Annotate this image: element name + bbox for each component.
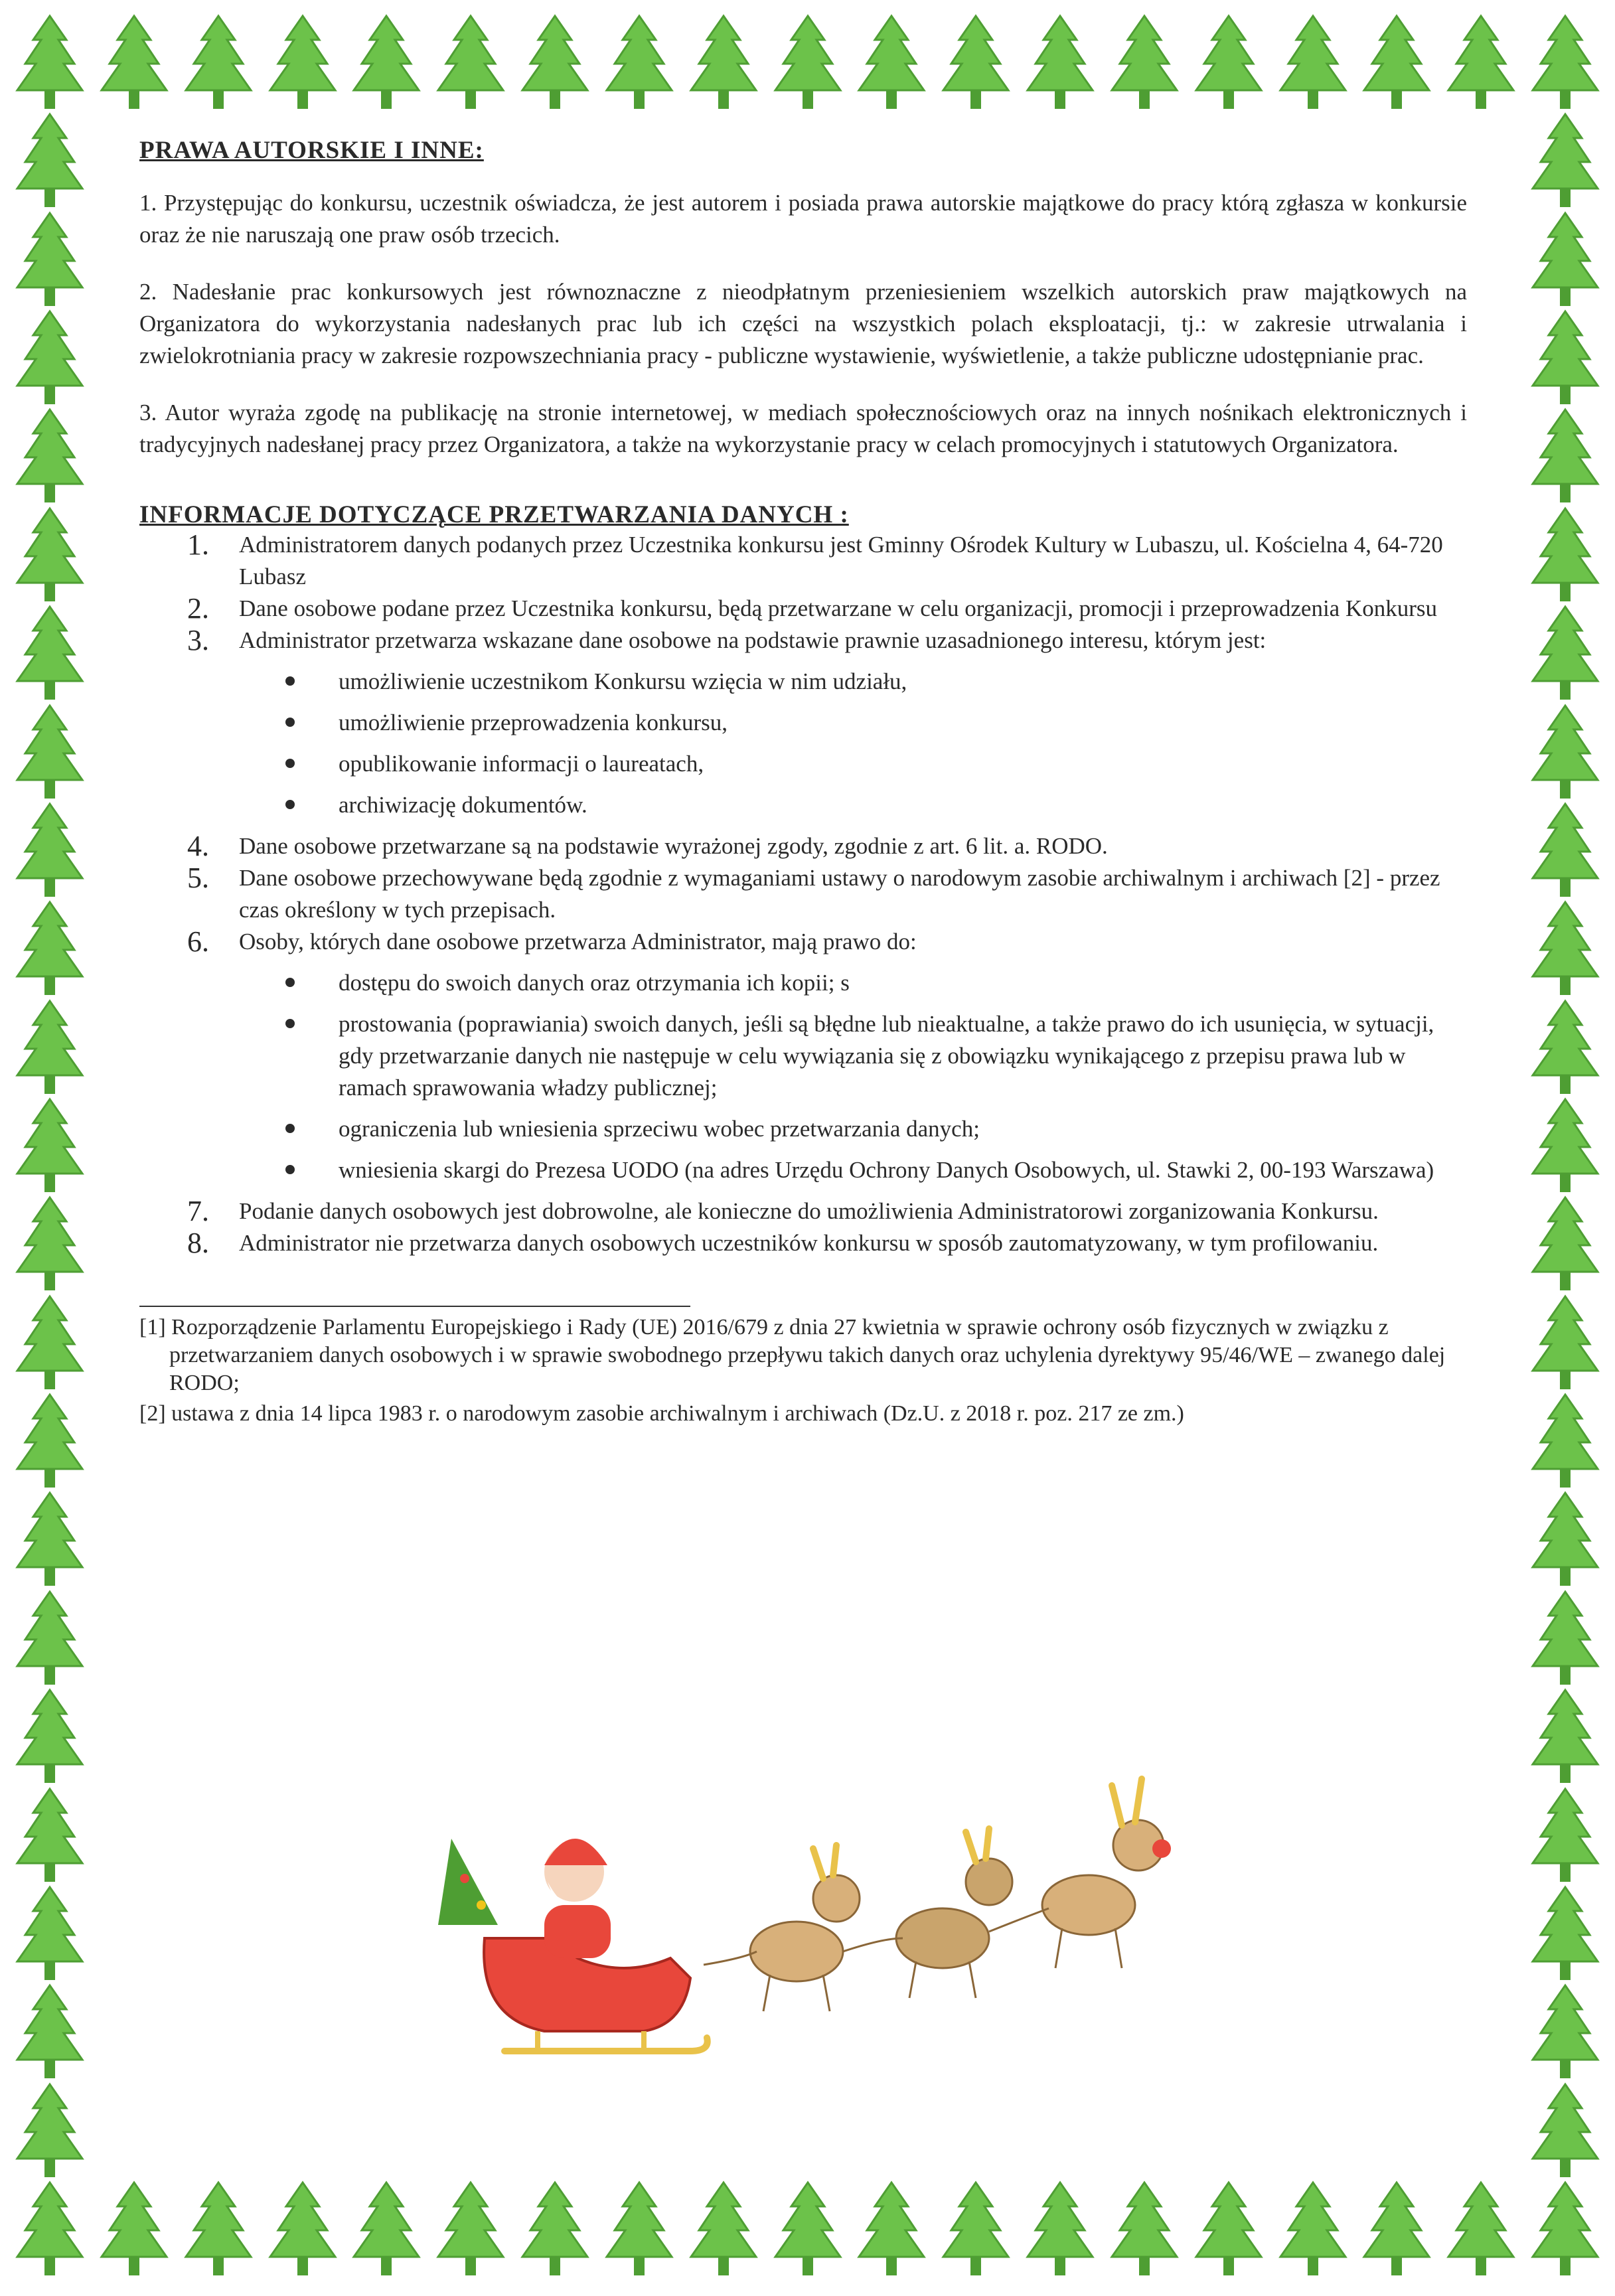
christmas-tree-icon [13, 1687, 86, 1787]
reindeer-icon [896, 1829, 1012, 1998]
christmas-tree-icon [13, 1097, 86, 1196]
christmas-tree-icon [939, 13, 1012, 113]
christmas-tree-icon [13, 1195, 86, 1294]
christmas-tree-icon [1024, 2180, 1097, 2279]
reindeer-icon [750, 1845, 860, 2011]
list-number: 8. [187, 1227, 209, 1259]
footnote-2: [2] ustawa z dnia 14 lipca 1983 r. o narodowym zasobie archiwalnym i archiwach (Dz.U. z 2018 r. poz. 217 ze zm.) [139, 1401, 1184, 1426]
christmas-tree-icon [1529, 1490, 1602, 1590]
list-item [139, 1227, 1467, 1259]
christmas-tree-icon [1529, 506, 1602, 605]
christmas-tree-icon [350, 2180, 423, 2279]
list-item-text: Osoby, których dane osobowe przetwarza Administrator, mają prawo do: [239, 929, 917, 955]
christmas-tree-icon [1444, 2180, 1517, 2279]
list-item-text: Administratorem danych podanych przez Uczestnika konkursu jest Gminny Ośrodek Kultury w Lubaszu, ul. Kościelna 4, 64-720 Lubasz [239, 532, 1443, 589]
list-item [139, 926, 1467, 1186]
christmas-tree-icon [1529, 1097, 1602, 1196]
christmas-tree-icon [434, 13, 507, 113]
christmas-tree-icon [1529, 309, 1602, 408]
christmas-tree-icon [855, 13, 928, 113]
christmas-tree-icon [13, 703, 86, 803]
christmas-tree-icon [1529, 112, 1602, 211]
copyright-heading: PRAWA AUTORSKIE I INNE: [139, 137, 484, 164]
christmas-tree-icon [687, 2180, 760, 2279]
copyright-paragraph-2: 2. Nadesłanie prac konkursowych jest równoznaczne z nieodpłatnym przeniesieniem wszelkich autorskich praw majątkowych na Organizatora do wykorzystania nadesłanych prac lub ich części na wszystkich polach eksploatacji, tj.: w zakresie utrwalania i zwielokrotniania pracy w zakresie rozpowszechniania pracy - publiczne wystawienie, wyświetlenie, a także publiczne udostępnianie prac. [139, 279, 1467, 368]
christmas-tree-icon [1529, 13, 1602, 113]
christmas-tree-icon [13, 1884, 86, 1984]
christmas-tree-icon [1529, 703, 1602, 803]
christmas-tree-icon [13, 2180, 86, 2279]
data-processing-list [139, 529, 1467, 1259]
list-number: 4. [187, 830, 209, 862]
legitimate-interest-bullets [239, 666, 1467, 821]
list-number: 6. [187, 925, 209, 958]
christmas-tree-icon [1529, 801, 1602, 901]
christmas-tree-icon [13, 801, 86, 901]
bullet-dot-icon [285, 759, 295, 768]
christmas-tree-icon [1529, 899, 1602, 999]
christmas-tree-icon [939, 2180, 1012, 2279]
data-processing-heading: INFORMACJE DOTYCZĄCE PRZETWARZANIA DANYCH : [139, 501, 849, 528]
christmas-tree-icon [1529, 1687, 1602, 1787]
christmas-tree-icon [1108, 13, 1181, 113]
christmas-tree-icon [13, 112, 86, 211]
list-number: 7. [187, 1195, 209, 1227]
christmas-tree-icon [1192, 13, 1265, 113]
bullet-dot-icon [285, 718, 295, 727]
bullet-item: prostowania (poprawiania) swoich danych, jeśli są błędne lub nieaktualne, a także prawo do ich usunięcia, w sytuacji, gdy przetwarzanie danych nie następuje w celu wywiązania się z obowiązku wynikającego z przepisu prawa lub w ramach sprawowania władzy publicznej; [239, 1008, 1467, 1104]
bullet-dot-icon [285, 800, 295, 809]
santa-icon [544, 1815, 611, 1958]
christmas-tree-icon [1444, 13, 1517, 113]
bullet-item: ograniczenia lub wniesienia sprzeciwu wobec przetwarzania danych; [239, 1113, 1467, 1145]
christmas-tree-icon [1024, 13, 1097, 113]
christmas-tree-icon [1276, 13, 1349, 113]
christmas-tree-icon [603, 13, 676, 113]
christmas-tree-icon [1192, 2180, 1265, 2279]
christmas-tree-icon [13, 1392, 86, 1492]
christmas-tree-icon [1529, 998, 1602, 1098]
list-item-text: Administrator nie przetwarza danych osobowych uczestników konkursu w sposób zautomatyzowany, w tym profilowaniu. [239, 1230, 1379, 1256]
christmas-tree-icon [1529, 1983, 1602, 2082]
christmas-tree-icon [350, 13, 423, 113]
christmas-tree-icon [13, 1490, 86, 1590]
bullet-dot-icon [285, 1019, 295, 1028]
santa-sleigh-illustration [425, 1739, 1221, 2071]
list-item-text: Administrator przetwarza wskazane dane osobowe na podstawie prawnie uzasadnionego interesu, którym jest: [239, 627, 1267, 653]
tree-in-sleigh-icon [438, 1839, 498, 1925]
christmas-tree-icon [1529, 1884, 1602, 1984]
christmas-tree-icon [1529, 1195, 1602, 1294]
list-item [139, 1195, 1467, 1227]
bullet-item: opublikowanie informacji o laureatach, [239, 748, 1467, 780]
christmas-tree-icon [1529, 1294, 1602, 1393]
christmas-tree-icon [266, 13, 339, 113]
christmas-tree-icon [771, 2180, 844, 2279]
christmas-tree-icon [1108, 2180, 1181, 2279]
bullet-item: wniesienia skargi do Prezesa UODO (na adres Urzędu Ochrony Danych Osobowych, ul. Stawki 2, 00-193 Warszawa) [239, 1154, 1467, 1186]
christmas-tree-icon [266, 2180, 339, 2279]
christmas-tree-icon [13, 506, 86, 605]
bullet-dot-icon [285, 1165, 295, 1174]
list-item [139, 625, 1467, 821]
christmas-tree-icon [1529, 407, 1602, 506]
list-item [139, 830, 1467, 862]
christmas-tree-icon [1529, 1786, 1602, 1886]
list-number: 1. [187, 528, 209, 561]
footnote-1: [1] Rozporządzenie Parlamentu Europejskiego i Rady (UE) 2016/679 z dnia 27 kwietnia w sprawie ochrony osób fizycznych w związku z przetwarzaniem danych osobowych i w sprawie swobodnego przepływu takich danych oraz uchylenia dyrektywy 95/46/WE – zwanego dalej RODO; [139, 1315, 1446, 1395]
list-item-text: Podanie danych osobowych jest dobrowolne, ale konieczne do umożliwienia Administratorowi zorganizowania Konkursu. [239, 1198, 1379, 1224]
christmas-tree-icon [1529, 604, 1602, 704]
list-number: 5. [187, 862, 209, 894]
christmas-tree-icon [13, 1294, 86, 1393]
bullet-dot-icon [285, 978, 295, 987]
christmas-tree-icon [13, 899, 86, 999]
christmas-tree-icon [603, 2180, 676, 2279]
christmas-tree-icon [1360, 2180, 1433, 2279]
christmas-tree-icon [1360, 13, 1433, 113]
list-number: 3. [187, 624, 209, 656]
christmas-tree-icon [771, 13, 844, 113]
document-body [139, 136, 1467, 1428]
christmas-tree-icon [182, 2180, 255, 2279]
christmas-tree-icon [1529, 1392, 1602, 1492]
bullet-dot-icon [285, 1124, 295, 1133]
copyright-paragraph-1: 1. Przystępując do konkursu, uczestnik oświadcza, że jest autorem i posiada prawa autorskie majątkowe do pracy którą zgłasza w konkursie oraz że nie naruszają one praw osób trzecich. [139, 190, 1467, 248]
list-item [139, 593, 1467, 625]
christmas-tree-icon [1529, 2082, 1602, 2181]
bullet-item: umożliwienie przeprowadzenia konkursu, [239, 707, 1467, 739]
christmas-tree-icon [98, 13, 171, 113]
christmas-tree-icon [518, 13, 591, 113]
christmas-tree-icon [13, 604, 86, 704]
christmas-tree-icon [13, 998, 86, 1098]
bullet-item: umożliwienie uczestnikom Konkursu wzięcia w nim udziału, [239, 666, 1467, 698]
christmas-tree-icon [1529, 1589, 1602, 1689]
christmas-tree-icon [1529, 210, 1602, 310]
christmas-tree-icon [518, 2180, 591, 2279]
bullet-item: dostępu do swoich danych oraz otrzymania ich kopii; s [239, 967, 1467, 999]
christmas-tree-icon [434, 2180, 507, 2279]
christmas-tree-icon [855, 2180, 928, 2279]
christmas-tree-icon [13, 210, 86, 310]
list-item-text: Dane osobowe przechowywane będą zgodnie z wymaganiami ustawy o narodowym zasobie archiwalnym i archiwach [2] - przez czas określony w tych przepisach. [239, 865, 1440, 923]
christmas-tree-icon [13, 2082, 86, 2181]
list-item-text: Dane osobowe podane przez Uczestnika konkursu, będą przetwarzane w celu organizacji, promocji i przeprowadzenia Konkursu [239, 595, 1438, 621]
copyright-paragraph-3: 3. Autor wyraża zgodę na publikację na stronie internetowej, w mediach społecznościowych oraz na innych nośnikach elektronicznych i tradycyjnych nadesłanej pracy przez Organizatora, a także na wykorzystanie pracy w celach promocyjnych i statutowych Organizatora. [139, 400, 1467, 457]
christmas-tree-icon [1529, 2180, 1602, 2279]
list-number: 2. [187, 592, 209, 625]
rights-bullets [239, 967, 1467, 1186]
christmas-tree-icon [182, 13, 255, 113]
bullet-dot-icon [285, 676, 295, 686]
christmas-tree-icon [687, 13, 760, 113]
list-item [139, 529, 1467, 593]
christmas-tree-icon [13, 13, 86, 113]
reindeer-icon [1042, 1779, 1171, 1968]
bullet-item: archiwizację dokumentów. [239, 789, 1467, 821]
christmas-tree-icon [13, 309, 86, 408]
list-item [139, 862, 1467, 926]
list-item-text: Dane osobowe przetwarzane są na podstawie wyrażonej zgody, zgodnie z art. 6 lit. a. RODO. [239, 833, 1108, 859]
christmas-tree-icon [13, 1786, 86, 1886]
christmas-tree-icon [13, 407, 86, 506]
christmas-tree-icon [13, 1589, 86, 1689]
christmas-tree-icon [98, 2180, 171, 2279]
christmas-tree-icon [13, 1983, 86, 2082]
christmas-tree-icon [1276, 2180, 1349, 2279]
